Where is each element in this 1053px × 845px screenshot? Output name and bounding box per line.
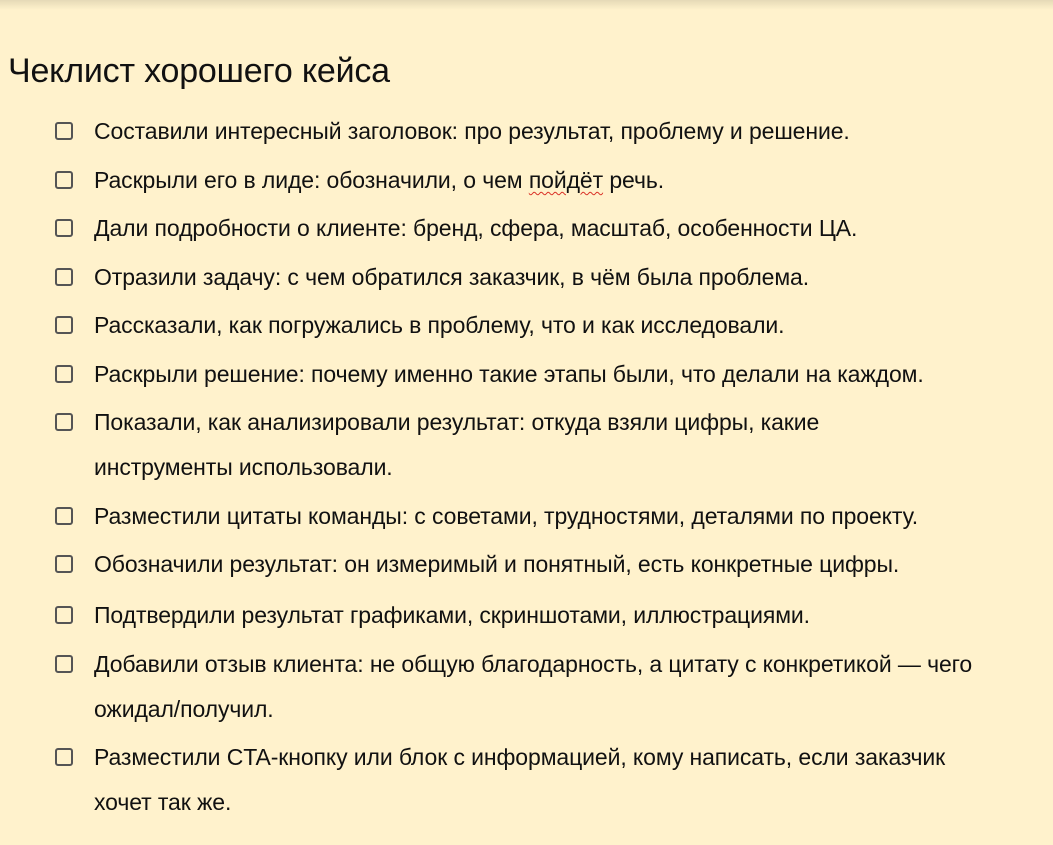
checklist-item-text: Отразили задачу: с чем обратился заказчик, в чём была проблема.: [94, 264, 810, 290]
checklist-item: [55, 551, 1045, 587]
checkbox[interactable]: [55, 413, 73, 431]
checklist-item: [55, 215, 1045, 251]
checklist-item-text: Добавили отзыв клиента: не общую благодарность, а цитату с конкретикой — чего ожидал/получил.: [94, 651, 973, 722]
checklist-item: [55, 503, 1045, 539]
checkbox[interactable]: [55, 122, 73, 140]
checkbox[interactable]: [55, 171, 73, 189]
checklist-item-text: Дали подробности о клиенте: бренд, сфера, масштаб, особенности ЦА.: [94, 215, 858, 241]
checklist-item: [55, 409, 925, 490]
checklist-item-text: Подтвердили результат графиками, скриншотами, иллюстрациями.: [94, 602, 810, 628]
checklist-item-text-part: речь.: [603, 167, 665, 193]
checklist-item-text: [94, 158, 1045, 203]
checklist-item: [55, 167, 1045, 203]
checkbox[interactable]: [55, 365, 73, 383]
checkbox[interactable]: [55, 555, 73, 573]
checklist-item-text-part: Раскрыли его в лиде: обозначили, о чем: [94, 167, 529, 193]
checklist-item-text: Разместили цитаты команды: с советами, трудностями, деталями по проекту.: [94, 503, 918, 529]
checkbox[interactable]: [55, 655, 73, 673]
checklist-item-text: Обозначили результат: он измеримый и понятный, есть конкретные цифры.: [94, 551, 900, 577]
checklist-item-text: Составили интересный заголовок: про результат, проблему и решение.: [94, 118, 850, 144]
checklist-item: [55, 361, 1045, 397]
checklist-item: [55, 118, 1045, 154]
spellcheck-underlined-word[interactable]: пойдёт: [528, 167, 604, 193]
checklist-item-text: Показали, как анализировали результат: откуда взяли цифры, какие инструменты использовали.: [94, 409, 820, 480]
checklist-item-text: Рассказали, как погружались в проблему, что и как исследовали.: [94, 312, 785, 338]
checkbox[interactable]: [55, 748, 73, 766]
checklist-item: [55, 744, 965, 825]
checklist-item: [55, 312, 1045, 348]
checkbox[interactable]: [55, 606, 73, 624]
checklist-item: [55, 264, 1045, 300]
checkbox[interactable]: [55, 219, 73, 237]
page-title: Чеклист хорошего кейса: [8, 52, 390, 90]
checkbox[interactable]: [55, 316, 73, 334]
checkbox[interactable]: [55, 507, 73, 525]
checklist-item: [55, 651, 1045, 732]
checklist-item-text: Разместили CTA-кнопку или блок с информацией, кому написать, если заказчик хочет так же.: [94, 744, 946, 815]
checklist-item-text: Раскрыли решение: почему именно такие этапы были, что делали на каждом.: [94, 361, 924, 387]
checklist-item: [55, 602, 1045, 638]
checkbox[interactable]: [55, 268, 73, 286]
